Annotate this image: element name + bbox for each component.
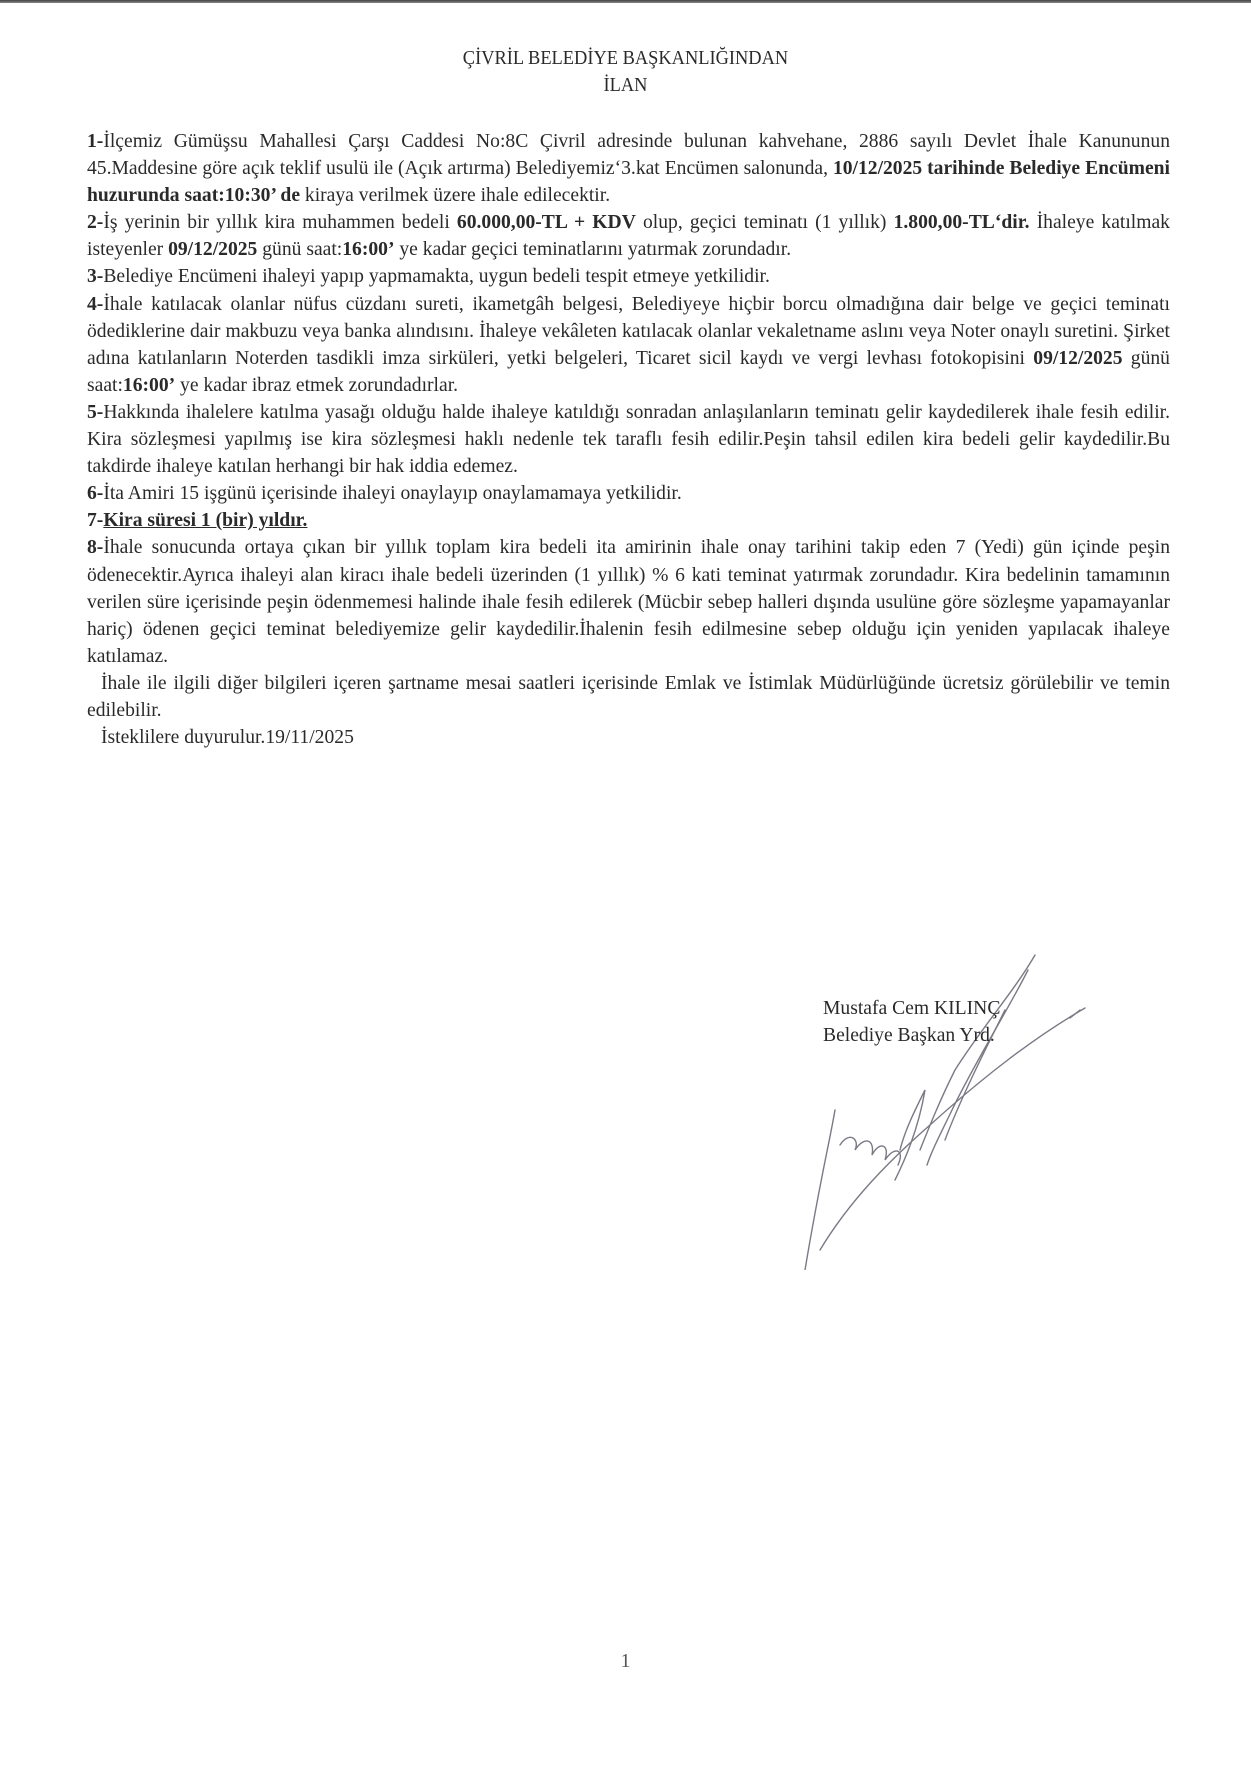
clause-7: 7-Kira süresi 1 (bir) yıldır. — [87, 510, 308, 532]
clause-3: 3-Belediye Encümeni ihaleyi yapıp yapmamakta, uygun bedeli tespit etmeye yetkilidir. — [87, 266, 770, 288]
document-header — [0, 45, 1251, 99]
issuer-title: ÇİVRİL BELEDİYE BAŞKANLIĞINDAN — [462, 47, 789, 69]
notice-title: İLAN — [603, 74, 648, 96]
closing-info: İhale ile ilgili diğer bilgileri içeren şartname mesai saatleri içerisinde Emlak ve İstimlak Müdürlüğünde ücretsiz görülebilir ve temin edilebilir. — [87, 672, 1170, 721]
closing-announcement: İsteklilere duyurulur.19/11/2025 — [101, 727, 354, 749]
clause-8: 8-İhale sonucunda ortaya çıkan bir yıllık toplam kira bedeli ita amirinin ihale onay tarihini takip eden 7 (Yedi) gün içinde peşin ödenecektir.Ayrıca ihaleyi alan kiracı ihale bedeli üzerinden (1 yıllık) % 6 kati teminat yatırmak zorundadır. Kira bedelinin tamamının verilen süre içerisinde peşin ödenmemesi halinde ihale fesih edilerek (Mücbir sebep halleri dışında usulüne göre sözleşme yapamayanlar hariç) ödenen geçici teminat belediyemize gelir kaydedilir.İhalenin fesih edilmesine sebep olduğu için yeniden yapılacak ihaleye katılamaz. — [87, 537, 1170, 667]
scan-top-border — [0, 0, 1251, 3]
page-number: 1 — [620, 1650, 631, 1672]
document-body — [87, 128, 1170, 751]
signature-block — [823, 995, 1000, 1049]
signatory-title: Belediye Başkan Yrd. — [823, 1025, 995, 1046]
clause-4: 4-İhale katılacak olanlar nüfus cüzdanı sureti, ikametgâh belgesi, Belediyeye hiçbir borcu olmadığına dair belge ve geçici teminatı ödediklerine dair makbuzu veya banka alındısını. İhaleye vekâleten katılacak olanlar vekaletname aslını veya Noter onaylı suretini. Şirket adına katılanların Noterden tasdikli imza sirküleri, yetki belgeleri, Ticaret sicil kaydı ve vergi levhası fotokopisini 09/12/2025 günü saat:16:00’ ye kadar ibraz etmek zorundadırlar. — [87, 293, 1170, 396]
clause-6: 6-İta Amiri 15 işgünü içerisinde ihaleyi onaylayıp onaylamamaya yetkilidir. — [87, 483, 682, 505]
clause-2: 2-İş yerinin bir yıllık kira muhammen bedeli 60.000,00-TL + KDV olup, geçici teminatı (1 yıllık) 1.800,00-TL‘dir. İhaleye katılmak isteyenler 09/12/2025 günü saat:16:00’ ye kadar geçici teminatlarını yatırmak zorundadır. — [87, 212, 1170, 261]
clause-1: 1-İlçemiz Gümüşsu Mahallesi Çarşı Caddesi No:8C Çivril adresinde bulunan kahvehane, 2886 sayılı Devlet İhale Kanununun 45.Maddesine göre açık teklif usulü ile (Açık artırma) Belediyemiz‘3.kat Encümen salonunda, 10/12/2025 tarihinde Belediye Encümeni huzurunda saat:10:30’ de kiraya verilmek üzere ihale edilecektir. — [87, 131, 1170, 207]
signatory-name: Mustafa Cem KILINÇ — [823, 998, 1001, 1019]
clause-5: 5-Hakkında ihalelere katılma yasağı olduğu halde ihaleye katıldığı sonradan anlaşılanların teminatı gelir kaydedilerek ihale fesih edilir. Kira sözleşmesi yapılmış ise kira sözleşmesi haklı nedenle tek taraflı fesih edilir.Peşin tahsil edilen kira bedeli gelir kaydedilir.Bu takdirde ihaleye katılan herhangi bir hak iddia edemez. — [87, 401, 1170, 478]
